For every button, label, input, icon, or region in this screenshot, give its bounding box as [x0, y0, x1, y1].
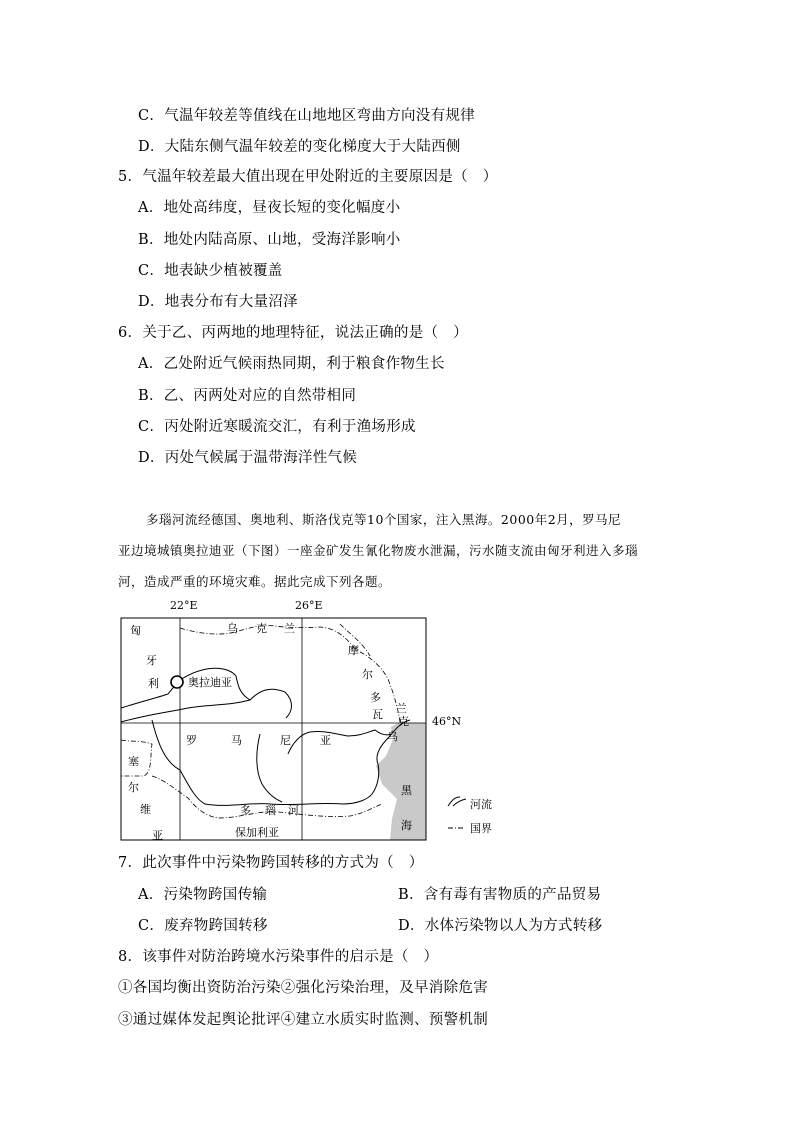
oradea-label: 奥拉迪亚	[188, 676, 232, 689]
q6-stem: 6．关于乙、丙两地的地理特征，说法正确的是（ ）	[118, 325, 468, 341]
romania-char-3: 尼	[280, 734, 291, 747]
moldova-char-1: 摩	[348, 644, 359, 657]
q5-option-a: A．地处高纬度，昼夜长短的变化幅度小	[138, 200, 401, 216]
q6-option-c: C．丙处附近寒暖流交汇，有利于渔场形成	[138, 419, 416, 435]
danube-map	[110, 594, 510, 844]
ukraine2-char-1: 兰	[396, 702, 407, 715]
hungary-char-2: 牙	[146, 654, 157, 667]
lon-22e-label: 22°E	[170, 599, 198, 612]
q7-stem: 7．此次事件中污染物跨国转移的方式为（ ）	[118, 855, 424, 871]
legend-river-label: 河流	[470, 798, 492, 811]
lon-26e-label: 26°E	[295, 599, 323, 612]
ukraine2-char-3: 乌	[387, 730, 398, 743]
q8-items-2: ③通过媒体发起舆论批评④建立水质实时监测、预警机制	[118, 1012, 488, 1028]
moldova-char-3: 多	[370, 691, 381, 704]
romania-char-4: 亚	[320, 734, 331, 747]
q5-option-c: C．地表缺少植被覆盖	[138, 263, 283, 279]
serbia-char-1: 塞	[128, 755, 139, 768]
q6-option-d: D．丙处气候属于温带海洋性气候	[138, 450, 358, 466]
danube-char-2: 瑙	[265, 804, 276, 817]
romania-char-1: 罗	[186, 734, 197, 747]
q7-option-d: D．水体污染物以人为方式转移	[398, 918, 603, 934]
q5-option-b: B．地处内陆高原、山地，受海洋影响小	[138, 232, 401, 248]
bulgaria-label: 保加利亚	[235, 826, 279, 839]
q5-option-d: D．地表分布有大量沼泽	[138, 294, 298, 310]
danube-char-3: 河	[288, 804, 299, 817]
moldova-char-2: 尔	[362, 668, 373, 681]
passage-line-3: 河，造成严重的环境灾难。据此完成下列各题。	[118, 574, 392, 589]
blacksea-char-1: 黑	[401, 784, 412, 797]
passage-line-1: 多瑙河流经德国、奥地利、斯洛伐克等10个国家，注入黑海。2000年2月，罗马尼	[146, 512, 622, 527]
passage-line-2: 亚边境城镇奥拉迪亚（下图）一座金矿发生氰化物废水泄漏，污水随支流由匈牙利进入多瑙	[118, 543, 639, 558]
q4-option-c: C．气温年较差等值线在山地地区弯曲方向没有规律	[138, 108, 475, 124]
q6-option-a: A．乙处附近气候雨热同期，利于粮食作物生长	[138, 356, 445, 372]
hungary-char-1: 匈	[130, 624, 141, 637]
danube-char-1: 多	[240, 804, 251, 817]
lat-46n-label: 46°N	[432, 715, 462, 728]
q8-items-1: ①各国均衡出资防治污染②强化污染治理，及早消除危害	[118, 980, 488, 996]
q7-option-c: C．废弃物跨国转移	[138, 918, 268, 934]
serbia-char-3: 维	[140, 803, 151, 816]
oradea-marker	[171, 676, 183, 688]
q5-stem: 5．气温年较差最大值出现在甲处附近的主要原因是（ ）	[118, 169, 498, 185]
q8-stem: 8．该事件对防治跨境水污染事件的启示是（ ）	[118, 949, 439, 965]
ukraine-char-1: 乌	[227, 622, 238, 635]
legend-border-label: 国界	[470, 822, 492, 835]
q6-option-b: B．乙、丙两处对应的自然带相同	[138, 388, 357, 404]
serbia-char-4: 亚	[152, 829, 163, 842]
romania-char-2: 马	[231, 734, 242, 747]
hungary-char-3: 利	[148, 677, 159, 690]
legend-river-symbol	[448, 797, 466, 806]
moldova-char-4: 瓦	[372, 708, 383, 721]
ukraine2-char-2: 克	[398, 715, 409, 728]
q7-option-b: B．含有毒有害物质的产品贸易	[398, 887, 602, 903]
blacksea-char-2: 海	[401, 819, 412, 832]
q7-option-a: A．污染物跨国传输	[138, 887, 268, 903]
serbia-char-2: 尔	[128, 781, 139, 794]
danube-river	[121, 668, 410, 805]
ukraine-char-3: 兰	[284, 622, 295, 635]
q4-option-d: D．大陆东侧气温年较差的变化梯度大于大陆西侧	[138, 139, 461, 155]
ukraine-char-2: 克	[256, 622, 267, 635]
